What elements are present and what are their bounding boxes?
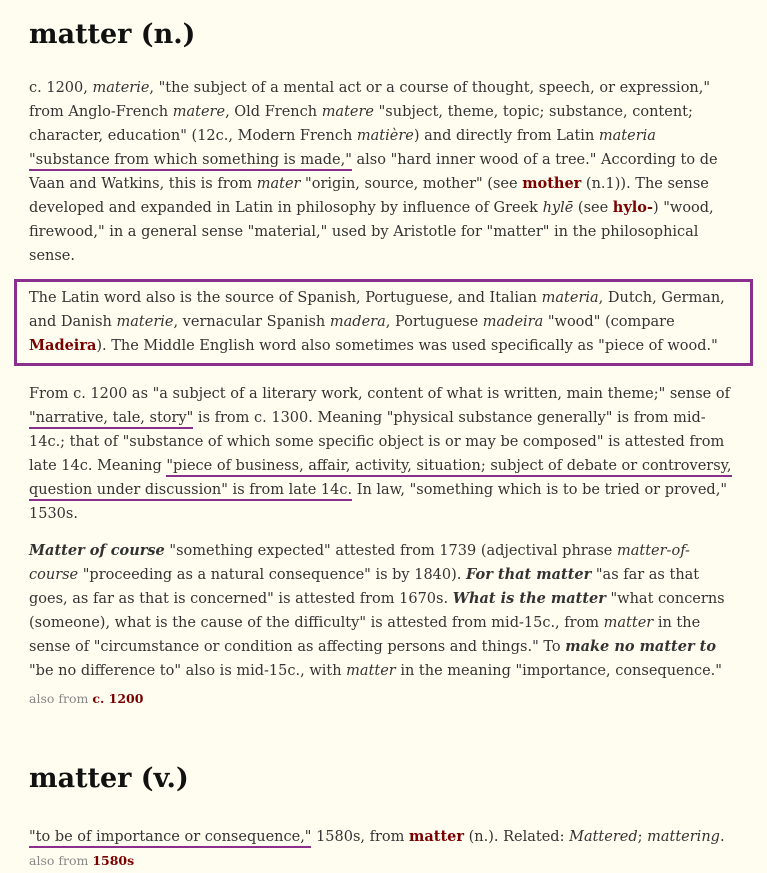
highlight-box [14, 279, 753, 366]
verb-also-from: also from 1580s [29, 853, 135, 868]
verb-heading: matter (v.) [29, 763, 189, 794]
underlined-phrase: "narrative, tale, story" [29, 410, 193, 429]
noun-paragraph-cognates: The Latin word also is the source of Spanish, Portuguese, and Italian materia, Dutch, German, and Danish materie, vernacular Spanish madera, Portuguese madeira "wood" (compare Madeira). The Middle English word also sometimes was used specifically as "piece of wood." [29, 290, 725, 354]
verb-paragraph: "to be of importance or consequence," 1580s, from matter (n.). Related: Mattered; mattering. [29, 825, 738, 849]
link-matter-noun[interactable]: matter [409, 828, 465, 845]
link-hylo[interactable]: hylo- [612, 199, 653, 216]
noun-paragraph-phrases: Matter of course "something expected" attested from 1739 (adjectival phrase matter-of-course "proceeding as a natural consequence" is by 1840). For that matter "as far as that goes, as far as that is concerned" is attested from 1670s. What is the matter "what concerns (someone), what is the cause of the difficulty" is attested from mid-15c., from matter in the sense of "circumstance or condition as affecting persons and things." To make no matter to "be no difference to" also is mid-15c., with matter in the meaning "importance, consequence." [29, 542, 725, 679]
underlined-phrase: "to be of importance or consequence," [29, 829, 311, 848]
noun-paragraph-senses: From c. 1200 as "a subject of a literary work, content of what is written, main theme;" sense of "narrative, tale, story" is from c. 1300. Meaning "physical substance generally" is from mid-14c.; that of "substance of which some specific object is or may be composed" is attested from late 14c. Meaning "piece of business, affair, activity, situation; subject of debate or controversy, question under discussion" is from late 14c. In law, "something which is to be tried or proved," 1530s. [29, 386, 732, 522]
verb-date-link[interactable]: 1580s [92, 853, 135, 868]
link-madeira[interactable]: Madeira [29, 337, 97, 354]
noun-date-link[interactable]: c. 1200 [92, 691, 144, 706]
link-mother[interactable]: mother [522, 175, 582, 192]
noun-heading: matter (n.) [29, 19, 196, 50]
underlined-phrase: "substance from which something is made," [29, 152, 352, 171]
underlined-phrase: "piece of business, affair, activity, situation; subject of debate or controversy, question under discussion" is from late 14c. [29, 458, 732, 501]
noun-paragraph-origin: c. 1200, materie, "the subject of a mental act or a course of thought, speech, or expression," from Anglo-French matere, Old French matere "subject, theme, topic; substance, content; character, education" (12c., Modern French matière) and directly from Latin materia "substance from which something is made," also "hard inner wood of a tree." According to de Vaan and Watkins, this is from mater "origin, source, mother" (see mother (n.1)). The sense developed and expanded in Latin in philosophy by influence of Greek hylē (see hylo-) "wood, firewood," in a general sense "material," used by Aristotle for "matter" in the philosophical sense. [29, 80, 718, 264]
noun-also-from: also from c. 1200 [29, 691, 144, 706]
